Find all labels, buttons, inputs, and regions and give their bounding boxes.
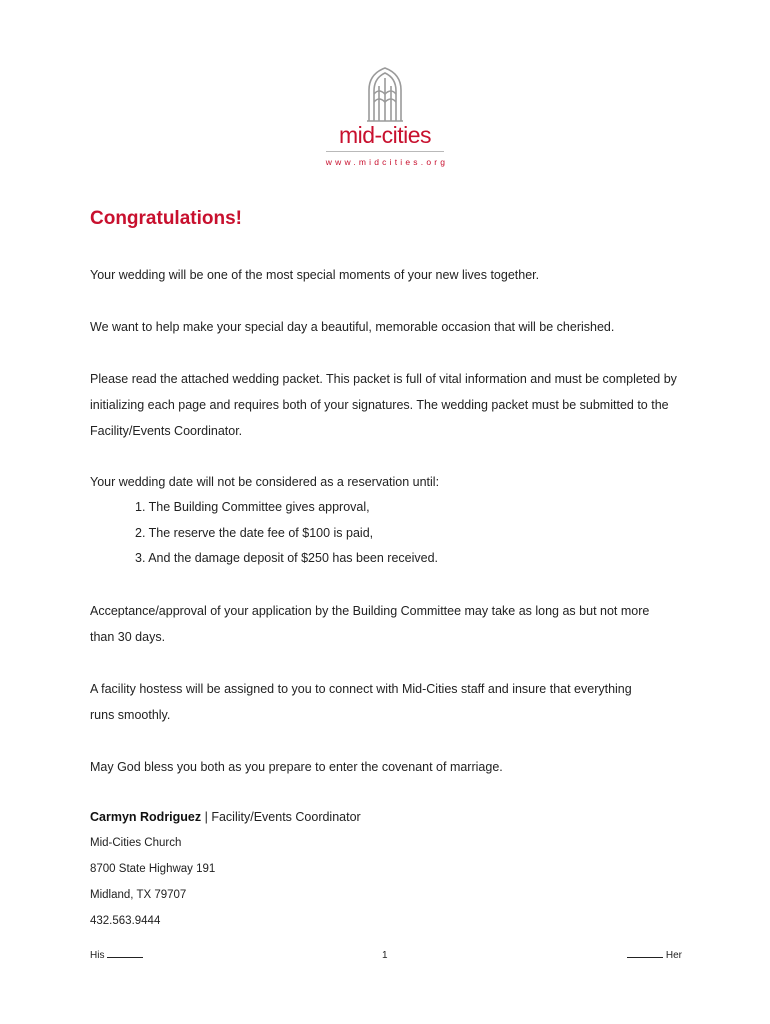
brand-name: mid-cities xyxy=(338,122,432,148)
organization-name: Mid-Cities Church xyxy=(90,837,182,849)
street-address: 8700 State Highway 191 xyxy=(90,863,216,875)
his-label: His xyxy=(90,950,105,961)
approval-paragraph: Acceptance/approval of your application by the Building Committee may take as long as but not more than 30 days. xyxy=(90,604,650,644)
page-number: 1 xyxy=(382,950,388,961)
coordinator-name: Carmyn Rodriguez xyxy=(90,810,202,824)
church-logo xyxy=(315,66,455,167)
list-item: 2. The reserve the date fee of $100 is paid, xyxy=(135,525,374,540)
help-paragraph: We want to help make your special day a beautiful, memorable occasion that will be cherished. xyxy=(90,320,615,334)
conditions-list xyxy=(135,495,438,572)
blessing-paragraph: May God bless you both as you prepare to enter the covenant of marriage. xyxy=(90,760,503,774)
his-initial-line xyxy=(107,957,143,958)
brand-url: www.midcities.org xyxy=(325,157,449,167)
his-initials xyxy=(90,950,143,961)
city-state-zip: Midland, TX 79707 xyxy=(90,889,187,901)
church-window-icon xyxy=(365,66,405,122)
brand-divider xyxy=(326,151,444,152)
her-initial-line xyxy=(627,957,663,958)
list-item: 1. The Building Committee gives approval, xyxy=(135,500,370,514)
phone-number: 432.563.9444 xyxy=(90,915,161,927)
letter-heading: Congratulations! xyxy=(90,208,242,229)
signature-line xyxy=(90,810,361,824)
coordinator-title: | Facility/Events Coordinator xyxy=(201,810,361,824)
her-initials xyxy=(627,950,682,961)
packet-paragraph: Please read the attached wedding packet. This packet is full of vital information and must be completed by initializing each page and requires both of your signatures. The wedding packet must be submitted to the Facility/Events Coordinator. xyxy=(90,372,677,438)
her-label: Her xyxy=(665,950,682,961)
reservation-paragraph: Your wedding date will not be considered as a reservation until: xyxy=(90,475,440,489)
intro-paragraph: Your wedding will be one of the most special moments of your new lives together. xyxy=(90,268,540,282)
hostess-paragraph: A facility hostess will be assigned to you to connect with Mid-Cities staff and insure that everything runs smoothly. xyxy=(90,682,632,722)
list-item: 3. And the damage deposit of $250 has been received. xyxy=(135,551,439,565)
